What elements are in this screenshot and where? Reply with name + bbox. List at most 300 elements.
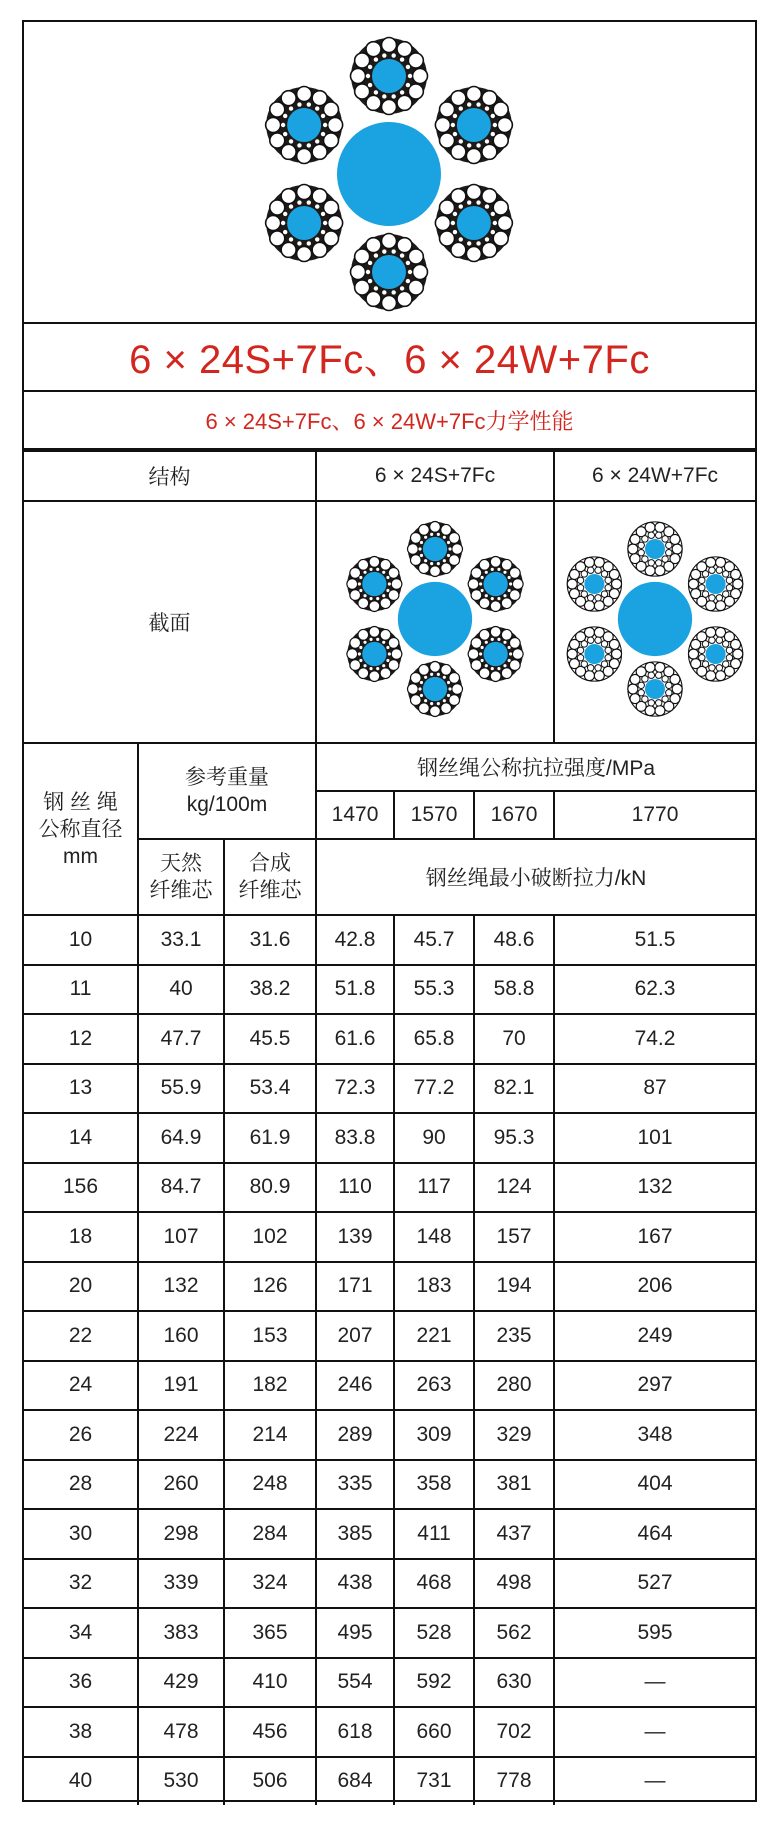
inner-wire [726, 584, 732, 590]
outer-wire [512, 649, 523, 660]
outer-wire [645, 662, 655, 672]
table-cell: 404 [554, 1460, 755, 1510]
inner-wire [363, 594, 366, 597]
inner-wire [577, 654, 583, 660]
outer-wire [382, 100, 397, 115]
inner-wire [420, 541, 423, 544]
outer-wire [509, 638, 520, 649]
inner-wire [388, 652, 391, 655]
table-row [24, 1262, 755, 1312]
inner-wire [702, 641, 708, 647]
inner-wire [424, 699, 427, 702]
strand-core [423, 537, 447, 561]
inner-wire [666, 682, 672, 688]
inner-wire [655, 532, 661, 538]
table-cell: 246 [316, 1361, 394, 1411]
inner-wire [391, 249, 395, 253]
table-cell: 148 [394, 1212, 474, 1262]
outer-wire [355, 280, 370, 295]
inner-wire [642, 676, 648, 682]
inner-wire [655, 672, 661, 678]
outer-wire [366, 291, 381, 306]
inner-wire [281, 123, 285, 127]
outer-wire [479, 629, 490, 640]
outer-wire [382, 296, 397, 311]
inner-wire [376, 597, 379, 600]
inner-wire [605, 584, 611, 590]
inner-wire [662, 556, 668, 562]
outer-wire [408, 84, 423, 99]
table-cell: 70 [474, 1014, 554, 1064]
table-row [24, 1757, 755, 1806]
inner-wire [451, 123, 455, 127]
table-cell: — [554, 1658, 755, 1708]
inner-wire [297, 143, 301, 147]
outer-wire [479, 598, 490, 609]
inner-wire [655, 560, 661, 566]
mechanical-properties-table [24, 450, 755, 1805]
outer-wire [466, 247, 481, 262]
inner-wire [702, 661, 708, 667]
inner-wire [508, 576, 511, 579]
outer-wire [281, 189, 296, 204]
inner-wire [420, 681, 423, 684]
outer-wire [449, 533, 460, 544]
inner-wire [702, 591, 708, 597]
inner-wire [448, 687, 451, 690]
inner-wire [655, 700, 661, 706]
inner-wire [587, 637, 593, 643]
inner-wire [447, 541, 450, 544]
inner-wire [709, 567, 715, 573]
outer-wire [435, 118, 450, 133]
outer-wire [323, 231, 338, 246]
inner-wire [723, 591, 729, 597]
outer-wire [351, 69, 366, 84]
inner-wire [359, 589, 362, 592]
inner-wire [374, 57, 378, 61]
inner-wire [315, 204, 319, 208]
inner-wire [451, 221, 455, 225]
table-cell: 74.2 [554, 1014, 755, 1064]
table-cell: 47.7 [138, 1014, 224, 1064]
inner-wire [448, 547, 451, 550]
table-row [24, 1460, 755, 1510]
strength-1570: 1570 [394, 791, 474, 839]
outer-wire [388, 638, 399, 649]
inner-wire [491, 667, 494, 670]
outer-wire [645, 522, 655, 532]
outer-wire [328, 118, 343, 133]
table-cell: 87 [554, 1064, 755, 1114]
outer-wire [501, 559, 512, 570]
outer-wire [509, 568, 520, 579]
inner-wire [430, 562, 433, 565]
table-cell: 335 [316, 1460, 394, 1510]
table-cell: 132 [554, 1163, 755, 1213]
inner-wire [481, 646, 484, 649]
spec-sheet [22, 20, 757, 1802]
outer-wire [281, 144, 296, 159]
inner-wire [577, 577, 583, 583]
tensile-strength-header: 钢丝绳公称抗拉强度/MPa [316, 743, 755, 791]
inner-wire [437, 702, 440, 705]
inner-wire [601, 571, 607, 577]
rope-cross-section-large [264, 34, 514, 314]
outer-wire [468, 579, 479, 590]
table-cell: 595 [554, 1608, 755, 1658]
inner-wire [666, 542, 672, 548]
table-cell: 183 [394, 1262, 474, 1312]
inner-wire [638, 549, 644, 555]
inner-wire [601, 641, 607, 647]
inner-wire [662, 676, 668, 682]
strand-core [706, 644, 726, 664]
inner-wire [447, 681, 450, 684]
table-subtitle: 6 × 24S+7Fc、6 × 24W+7Fc力学性能 [24, 392, 755, 450]
outer-wire [270, 133, 285, 148]
inner-wire [307, 102, 311, 106]
outer-wire [347, 649, 358, 660]
table-cell: 55.3 [394, 965, 474, 1015]
table-cell: 383 [138, 1608, 224, 1658]
inner-wire [363, 641, 366, 644]
outer-wire [471, 638, 482, 649]
outer-wire [410, 555, 421, 566]
inner-wire [283, 114, 287, 118]
table-cell: 592 [394, 1658, 474, 1708]
inner-wire [406, 65, 410, 69]
table-cell: 554 [316, 1658, 394, 1708]
inner-wire [323, 123, 327, 127]
outer-wire [380, 598, 391, 609]
outer-wire [471, 568, 482, 579]
inner-wire [491, 114, 495, 118]
rope-cross-section-w [565, 519, 745, 719]
inner-wire [430, 673, 433, 676]
inner-wire [368, 279, 372, 283]
inner-wire [648, 560, 654, 566]
outer-wire [281, 242, 296, 257]
hero-rope-illustration [24, 22, 755, 324]
outer-wire [347, 579, 358, 590]
inner-wire [699, 584, 705, 590]
outer-wire [297, 185, 312, 200]
strand-core [362, 572, 386, 596]
inner-wire [418, 687, 421, 690]
table-cell: 329 [474, 1410, 554, 1460]
table-cell: 284 [224, 1509, 316, 1559]
outer-wire [369, 671, 380, 682]
synthetic-fiber-core-header: 合成 纤维芯 [224, 839, 316, 915]
structure-w-label: 6 × 24W+7Fc [554, 451, 755, 501]
outer-wire [441, 563, 452, 574]
table-cell: 157 [474, 1212, 554, 1262]
table-cell: 194 [474, 1262, 554, 1312]
inner-wire [359, 576, 362, 579]
inner-wire [497, 638, 500, 641]
inner-wire [388, 582, 391, 585]
outer-wire [355, 53, 370, 68]
outer-wire [419, 563, 430, 574]
inner-wire [366, 270, 370, 274]
outer-wire [312, 242, 327, 257]
table-row [24, 915, 755, 965]
inner-wire [406, 83, 410, 87]
outer-wire [706, 627, 716, 637]
table-cell: 221 [394, 1311, 474, 1361]
inner-wire [297, 102, 301, 106]
inner-wire [479, 582, 482, 585]
table-cell: 40 [24, 1757, 138, 1806]
inner-wire [648, 532, 654, 538]
inner-wire [605, 654, 611, 660]
inner-wire [315, 139, 319, 143]
table-cell: 464 [554, 1509, 755, 1559]
inner-wire [491, 597, 494, 600]
inner-wire [716, 637, 722, 643]
outer-wire [380, 629, 391, 640]
inner-wire [321, 114, 325, 118]
inner-wire [605, 647, 611, 653]
outer-wire [266, 216, 281, 231]
table-cell: 385 [316, 1509, 394, 1559]
outer-wire [584, 627, 594, 637]
outer-wire [270, 231, 285, 246]
outer-wire [297, 149, 312, 164]
outer-wire [501, 629, 512, 640]
inner-wire [307, 241, 311, 245]
outer-wire [323, 200, 338, 215]
inner-wire [307, 200, 311, 204]
outer-wire [688, 579, 698, 589]
table-cell: 280 [474, 1361, 554, 1411]
inner-wire [508, 659, 511, 662]
inner-wire [485, 664, 488, 667]
inner-wire [476, 143, 480, 147]
inner-wire [485, 237, 489, 241]
table-cell: 438 [316, 1559, 394, 1609]
outer-wire [509, 590, 520, 601]
inner-wire [400, 286, 404, 290]
strand-core [457, 206, 491, 240]
strand-core [372, 255, 406, 289]
outer-wire [440, 102, 455, 117]
inner-wire [359, 659, 362, 662]
inner-wire [479, 652, 482, 655]
inner-wire [283, 132, 287, 136]
outer-wire [490, 627, 501, 638]
outer-wire [430, 706, 441, 717]
table-cell: 153 [224, 1311, 316, 1361]
inner-wire [699, 577, 705, 583]
outer-wire [388, 660, 399, 671]
table-cell: 139 [316, 1212, 394, 1262]
outer-wire [468, 649, 479, 660]
data-rows [24, 915, 755, 1805]
inner-wire [503, 664, 506, 667]
outer-wire [716, 601, 726, 611]
table-cell: 18 [24, 1212, 138, 1262]
inner-wire [642, 556, 648, 562]
inner-wire [648, 672, 654, 678]
table-cell: 235 [474, 1311, 554, 1361]
inner-wire [581, 571, 587, 577]
table-cell: 206 [554, 1262, 755, 1312]
table-cell: 456 [224, 1707, 316, 1757]
outer-wire [408, 544, 419, 555]
table-row [24, 1212, 755, 1262]
outer-wire [350, 660, 361, 671]
outer-wire [413, 265, 428, 280]
outer-wire [358, 629, 369, 640]
outer-wire [419, 703, 430, 714]
outer-wire [479, 559, 490, 570]
table-cell: 630 [474, 1658, 554, 1708]
table-row [24, 1658, 755, 1708]
outer-wire [391, 649, 402, 660]
table-cell: 38 [24, 1707, 138, 1757]
strand-core [645, 539, 665, 559]
outer-wire [628, 544, 638, 554]
inner-wire [638, 682, 644, 688]
table-row [24, 1608, 755, 1658]
inner-wire [369, 568, 372, 571]
outer-wire [733, 649, 743, 659]
table-cell: 778 [474, 1757, 554, 1806]
breaking-force-header: 钢丝绳最小破断拉力/kN [316, 839, 755, 915]
inner-wire [577, 647, 583, 653]
strand-core [287, 108, 321, 142]
inner-wire [508, 589, 511, 592]
outer-wire [312, 144, 327, 159]
outer-wire [497, 118, 512, 133]
table-cell: 126 [224, 1262, 316, 1312]
inner-wire [581, 591, 587, 597]
table-cell: 411 [394, 1509, 474, 1559]
table-cell: 410 [224, 1658, 316, 1708]
inner-wire [709, 595, 715, 601]
outer-wire [567, 579, 577, 589]
table-cell: 182 [224, 1361, 316, 1411]
table-cell: 160 [138, 1311, 224, 1361]
outer-wire [397, 95, 412, 110]
table-cell: 64.9 [138, 1113, 224, 1163]
inner-wire [726, 647, 732, 653]
table-cell: 26 [24, 1410, 138, 1460]
inner-wire [508, 646, 511, 649]
inner-wire [605, 577, 611, 583]
outer-wire [419, 524, 430, 535]
outer-wire [297, 87, 312, 102]
outer-wire [297, 247, 312, 262]
inner-wire [376, 667, 379, 670]
inner-wire [453, 212, 457, 216]
strength-1670: 1670 [474, 791, 554, 839]
table-cell: 84.7 [138, 1163, 224, 1213]
outer-wire [493, 133, 508, 148]
table-cell: 48.6 [474, 915, 554, 965]
outer-wire [451, 189, 466, 204]
outer-wire [512, 579, 523, 590]
table-cell: 381 [474, 1460, 554, 1510]
outer-wire [408, 280, 423, 295]
table-cell: 468 [394, 1559, 474, 1609]
inner-wire [382, 571, 385, 574]
inner-wire [430, 533, 433, 536]
table-cell: 530 [138, 1757, 224, 1806]
table-cell: 249 [554, 1311, 755, 1361]
table-cell: 207 [316, 1311, 394, 1361]
inner-wire [485, 106, 489, 110]
table-cell: 102 [224, 1212, 316, 1262]
table-cell: 437 [474, 1509, 554, 1559]
diameter-header: 钢 丝 绳 公称直径 mm [24, 743, 138, 915]
table-cell: 429 [138, 1658, 224, 1708]
inner-wire [424, 676, 427, 679]
table-cell: 80.9 [224, 1163, 316, 1213]
table-cell: 298 [138, 1509, 224, 1559]
table-cell: 191 [138, 1361, 224, 1411]
outer-wire [594, 601, 604, 611]
inner-wire [595, 637, 601, 643]
outer-wire [466, 185, 481, 200]
outer-wire [706, 557, 716, 567]
inner-wire [702, 571, 708, 577]
table-cell: 42.8 [316, 915, 394, 965]
outer-wire [270, 102, 285, 117]
table-cell: 101 [554, 1113, 755, 1163]
table-cell: 90 [394, 1113, 474, 1163]
outer-wire [355, 84, 370, 99]
table-row [24, 1163, 755, 1213]
outer-wire [501, 598, 512, 609]
inner-wire [315, 106, 319, 110]
table-row [24, 1113, 755, 1163]
inner-wire [368, 65, 372, 69]
outer-wire [482, 189, 497, 204]
table-cell: 30 [24, 1509, 138, 1559]
inner-wire [408, 74, 412, 78]
outer-wire [430, 662, 441, 673]
table-cell: 167 [554, 1212, 755, 1262]
inner-wire [366, 74, 370, 78]
table-cell: 309 [394, 1410, 474, 1460]
table-cell: 214 [224, 1410, 316, 1460]
table-cell: 132 [138, 1262, 224, 1312]
table-cell: 14 [24, 1113, 138, 1163]
outer-wire [369, 627, 380, 638]
inner-wire [430, 702, 433, 705]
table-cell: 20 [24, 1262, 138, 1312]
table-cell: 660 [394, 1707, 474, 1757]
inner-wire [491, 568, 494, 571]
outer-wire [482, 144, 497, 159]
inner-wire [709, 637, 715, 643]
inner-wire [437, 562, 440, 565]
table-cell: 124 [474, 1163, 554, 1213]
inner-wire [699, 647, 705, 653]
table-cell: 45.7 [394, 915, 474, 965]
outer-wire [466, 87, 481, 102]
outer-wire [567, 649, 577, 659]
inner-wire [485, 641, 488, 644]
inner-wire [699, 654, 705, 660]
inner-wire [595, 595, 601, 601]
outer-wire [451, 242, 466, 257]
outer-wire [501, 668, 512, 679]
inner-wire [581, 661, 587, 667]
